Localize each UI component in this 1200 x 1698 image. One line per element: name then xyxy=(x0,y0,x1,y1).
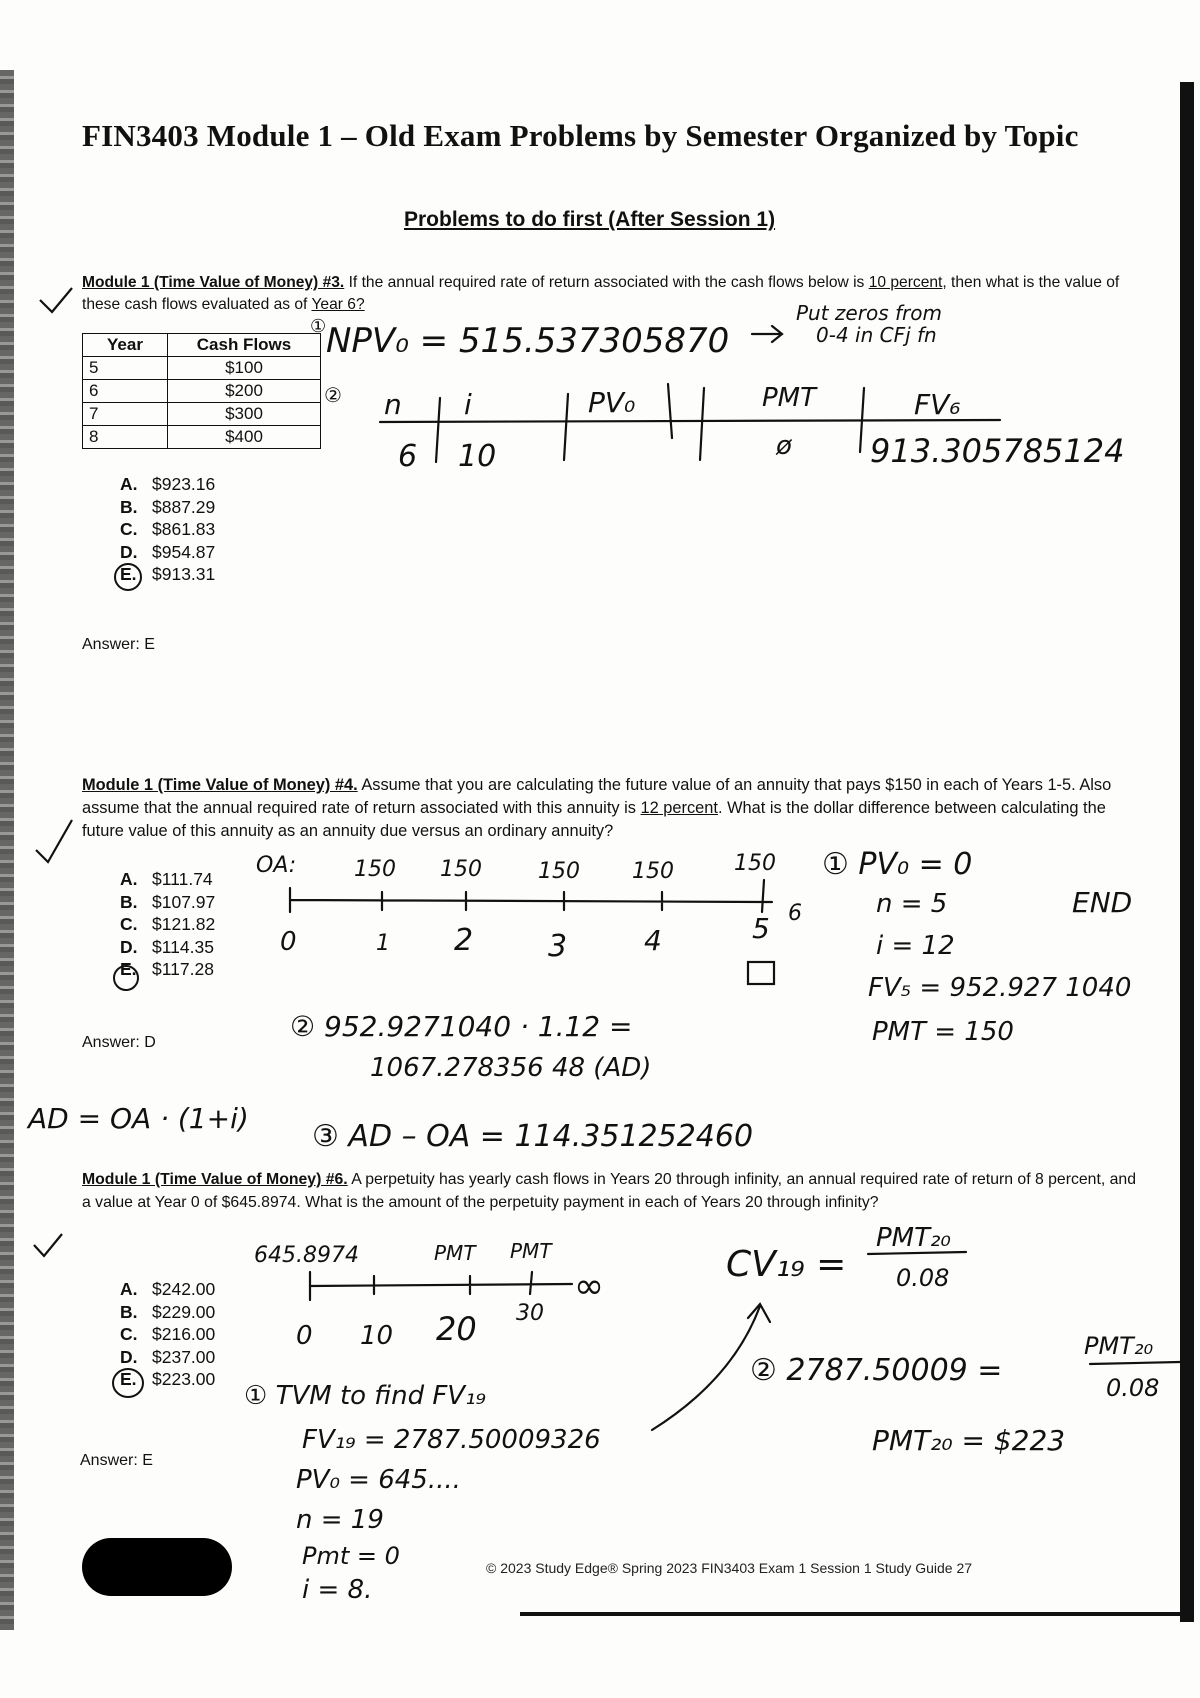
scan-edge-left xyxy=(0,70,14,1630)
hw-q2-payment: 150 xyxy=(734,851,776,876)
choice-letter: C. xyxy=(120,1324,138,1344)
hw-q2-payment: 150 xyxy=(354,857,396,882)
hw-q2-box-icon xyxy=(748,962,774,984)
hw-q3-cv: CV₁₉ = xyxy=(726,1244,847,1285)
hw-q2-end: END xyxy=(1072,886,1133,919)
hw-q2-n: n = 5 xyxy=(876,889,948,919)
hw-q2-step3: ③ AD – OA = 114.351252460 xyxy=(312,1119,754,1154)
choice-e xyxy=(120,563,215,586)
table-row xyxy=(83,380,321,403)
check-mark-icon xyxy=(40,288,72,312)
hw-q2-pv: ① PV₀ = 0 xyxy=(822,847,973,882)
scan-edge-right xyxy=(1180,82,1194,1622)
table-row xyxy=(83,403,321,426)
question-1-year-ref: Year 6? xyxy=(311,296,365,313)
hw-q3-pmt-b: PMT xyxy=(510,1239,552,1263)
hw-q3-infinity: ∞ xyxy=(574,1266,604,1307)
hw-q2-tick: 2 xyxy=(454,923,474,958)
hw-q3-pv: PV₀ = 645.... xyxy=(296,1465,461,1495)
hw-q3-step2: ② 2787.50009 = xyxy=(750,1353,1003,1388)
hw-q1-val-fv: 913.305785124 xyxy=(870,432,1125,470)
choice-value: $242.00 xyxy=(152,1279,216,1299)
question-3-answer: Answer: E xyxy=(80,1452,153,1469)
hw-q1-val-n: 6 xyxy=(398,439,418,474)
hw-q1-note-1: Put zeros from xyxy=(796,301,942,325)
choice-value: $111.74 xyxy=(152,869,213,889)
hw-q3-fraction-bar xyxy=(1090,1362,1180,1364)
question-3-text-a: A perpetuity has yearly cash flows in Years 20 through infinity, an annual required rate of return of 8 percent, and a value at Year 0 of $645.8974. What is the amount of the perpetuity payment in each of Years 20 through infinity? xyxy=(82,1171,1136,1211)
hw-q3-tick: 0 xyxy=(296,1321,313,1351)
choice-value: $237.00 xyxy=(152,1346,216,1367)
hw-q2-timeline xyxy=(290,880,772,912)
hw-q2-payment: 150 xyxy=(632,859,674,884)
choice-value: $107.97 xyxy=(152,891,216,912)
choice-c xyxy=(120,913,215,936)
choice-b xyxy=(120,891,215,914)
hw-q2-i: i = 12 xyxy=(876,931,955,961)
choice-a xyxy=(120,473,215,496)
hw-q3-fraction-bar xyxy=(868,1252,966,1254)
hw-q1-val-pmt: ø xyxy=(776,431,792,461)
hw-q2-ad-formula: AD = OA · (1+i) xyxy=(28,1102,249,1135)
hw-q1-hdr-pmt: PMT xyxy=(762,383,816,413)
question-1-text xyxy=(82,272,1142,316)
check-mark-icon xyxy=(34,1234,62,1256)
question-1-choices xyxy=(120,473,215,586)
table-header-row xyxy=(83,334,321,357)
hw-q2-tick: 6 xyxy=(788,901,802,926)
choice-a xyxy=(120,1278,215,1301)
choice-value: $923.16 xyxy=(152,474,216,494)
choice-letter: A. xyxy=(120,474,138,494)
question-3-text xyxy=(82,1168,1142,1214)
hw-q2-fv: FV₅ = 952.927 1040 xyxy=(868,973,1132,1003)
hw-q3-fv: FV₁₉ = 2787.50009326 xyxy=(302,1425,601,1455)
question-1-rate: 10 percent xyxy=(868,274,943,291)
hw-q1-table-rule xyxy=(380,420,1000,422)
question-2-rate: 12 percent xyxy=(640,799,718,817)
check-mark-icon xyxy=(36,820,72,862)
choice-letter: D. xyxy=(120,936,138,957)
arrow-icon xyxy=(752,326,782,342)
page-footer: © 2023 Study Edge® Spring 2023 FIN3403 Exam 1 Session 1 Study Guide 27 xyxy=(486,1560,973,1576)
bottom-rule xyxy=(520,1612,1180,1616)
hw-q3-pmt: Pmt = 0 xyxy=(302,1542,400,1570)
hw-q3-tick: 20 xyxy=(436,1310,477,1348)
choice-b xyxy=(120,496,215,519)
table-row xyxy=(83,426,321,449)
redaction-mark xyxy=(82,1538,232,1596)
hw-q2-tick: 0 xyxy=(280,927,297,957)
arrow-icon xyxy=(652,1304,770,1430)
choice-b xyxy=(120,1301,215,1324)
hw-q2-tick: 1 xyxy=(376,931,390,956)
choice-d xyxy=(120,936,215,959)
question-2-text-a: Assume that you are calculating the future value of an annuity that pays $150 in each of Years 1-5. Also assume that the annual required rate of return associated with this annuity is xyxy=(82,776,1112,817)
choice-value: $887.29 xyxy=(152,496,216,517)
choice-value: $114.35 xyxy=(152,936,214,957)
hw-q1-hdr-n: n xyxy=(384,388,402,421)
hw-q3-i: i = 8. xyxy=(302,1575,373,1605)
hw-q3-tick: 30 xyxy=(516,1301,544,1326)
choice-a xyxy=(120,868,215,891)
hw-q2-pmt: PMT = 150 xyxy=(872,1017,1014,1047)
hw-q2-oa: OA: xyxy=(256,853,297,878)
table-cell-year: 6 xyxy=(83,380,168,403)
hw-q3-timeline xyxy=(310,1272,572,1300)
hw-q1-npv: NPV₀ = 515.537305870 xyxy=(326,321,730,361)
question-3-label: Module 1 (Time Value of Money) #6. xyxy=(82,1171,348,1188)
hw-q2-step2-a: ② 952.9271040 · 1.12 = xyxy=(290,1010,633,1043)
hw-q2-payment: 150 xyxy=(440,857,482,882)
hw-q1-note-2: 0-4 in CFj fn xyxy=(816,323,937,347)
hw-q1-step1: ① xyxy=(310,316,327,337)
hw-q3-step2-den: 0.08 xyxy=(1106,1374,1160,1402)
choice-letter: B. xyxy=(120,891,138,912)
choice-value: $954.87 xyxy=(152,541,216,562)
table-cell-cash-flow: $400 xyxy=(168,426,321,449)
question-1-answer: Answer: E xyxy=(82,636,155,653)
choice-letter: C. xyxy=(120,914,138,934)
choice-value: $121.82 xyxy=(152,914,216,934)
question-2-answer: Answer: D xyxy=(82,1034,156,1051)
hw-q1-hdr-pv: PV₀ xyxy=(588,386,636,419)
hw-q3-tick: 10 xyxy=(360,1321,394,1351)
hw-q3-pmt-a: PMT xyxy=(434,1241,476,1265)
choice-e xyxy=(120,958,215,981)
question-2-text-b: . What is the dollar difference between calculating the future value of this annuity as an annuity due versus an ordinary annuity? xyxy=(82,799,1106,840)
question-1-text-a: If the annual required rate of return associated with the cash flows below is xyxy=(344,274,869,291)
choice-value: $117.28 xyxy=(152,959,214,979)
section-heading: Problems to do first (After Session 1) xyxy=(404,208,776,231)
table-cell-cash-flow: $100 xyxy=(168,357,321,380)
question-1-label: Module 1 (Time Value of Money) #3. xyxy=(82,274,345,291)
choice-e xyxy=(120,1368,215,1391)
question-2-text xyxy=(82,774,1142,843)
question-2-choices xyxy=(120,868,215,981)
choice-value: $913.31 xyxy=(152,564,216,584)
table-header-cash-flows: Cash Flows xyxy=(168,334,321,357)
table-cell-cash-flow: $200 xyxy=(168,380,321,403)
choice-letter: D. xyxy=(120,541,138,562)
choice-value: $861.83 xyxy=(152,519,216,539)
hw-q3-cv-den: 0.08 xyxy=(896,1264,950,1292)
choice-value: $223.00 xyxy=(152,1369,216,1389)
hw-q3-result: PMT₂₀ = $223 xyxy=(872,1424,1066,1457)
choice-letter: B. xyxy=(120,1301,138,1322)
choice-letter: C. xyxy=(120,519,138,539)
table-cell-year: 8 xyxy=(83,426,168,449)
choice-letter: E. xyxy=(120,564,137,584)
choice-letter: D. xyxy=(120,1346,138,1367)
hw-q1-val-i: 10 xyxy=(458,439,497,474)
hw-q1-step2: ② xyxy=(324,383,342,407)
choice-letter: E. xyxy=(120,959,137,979)
table-cell-cash-flow: $300 xyxy=(168,403,321,426)
choice-value: $229.00 xyxy=(152,1301,216,1322)
hw-q3-pv-label: 645.8974 xyxy=(254,1243,359,1268)
choice-c xyxy=(120,1323,215,1346)
question-1-text-b: , then what is the value of these cash flows evaluated as of xyxy=(82,274,1120,313)
hw-q3-step1: ① TVM to find FV₁₉ xyxy=(244,1381,486,1411)
hw-q3-cv-num: PMT₂₀ xyxy=(876,1223,951,1253)
question-3-choices xyxy=(120,1278,215,1391)
hw-q2-tick: 5 xyxy=(752,912,770,945)
table-header-year: Year xyxy=(83,334,168,357)
choice-d xyxy=(120,541,215,564)
choice-c xyxy=(120,518,215,541)
choice-d xyxy=(120,1346,215,1369)
hw-q1-hdr-i: i xyxy=(464,388,472,421)
hw-q2-payment: 150 xyxy=(538,859,580,884)
choice-letter: E. xyxy=(120,1369,137,1389)
choice-letter: A. xyxy=(120,1279,138,1299)
choice-value: $216.00 xyxy=(152,1324,216,1344)
hw-q2-tick: 3 xyxy=(548,929,568,964)
hw-q3-step2-num: PMT₂₀ xyxy=(1084,1332,1154,1360)
hw-q2-step2-b: 1067.278356 48 (AD) xyxy=(370,1053,652,1083)
hw-q3-n: n = 19 xyxy=(296,1505,384,1535)
table-cell-year: 5 xyxy=(83,357,168,380)
table-cell-year: 7 xyxy=(83,403,168,426)
hw-q1-table-dividers xyxy=(436,384,864,462)
page-title: FIN3403 Module 1 – Old Exam Problems by Semester Organized by Topic xyxy=(82,118,1079,153)
hw-q1-hdr-fv: FV₆ xyxy=(914,388,961,421)
question-2-label: Module 1 (Time Value of Money) #4. xyxy=(82,776,358,794)
choice-letter: B. xyxy=(120,496,138,517)
hw-q2-tick: 4 xyxy=(644,924,662,957)
choice-letter: A. xyxy=(120,869,138,889)
cash-flow-table xyxy=(82,333,321,449)
table-row xyxy=(83,357,321,380)
